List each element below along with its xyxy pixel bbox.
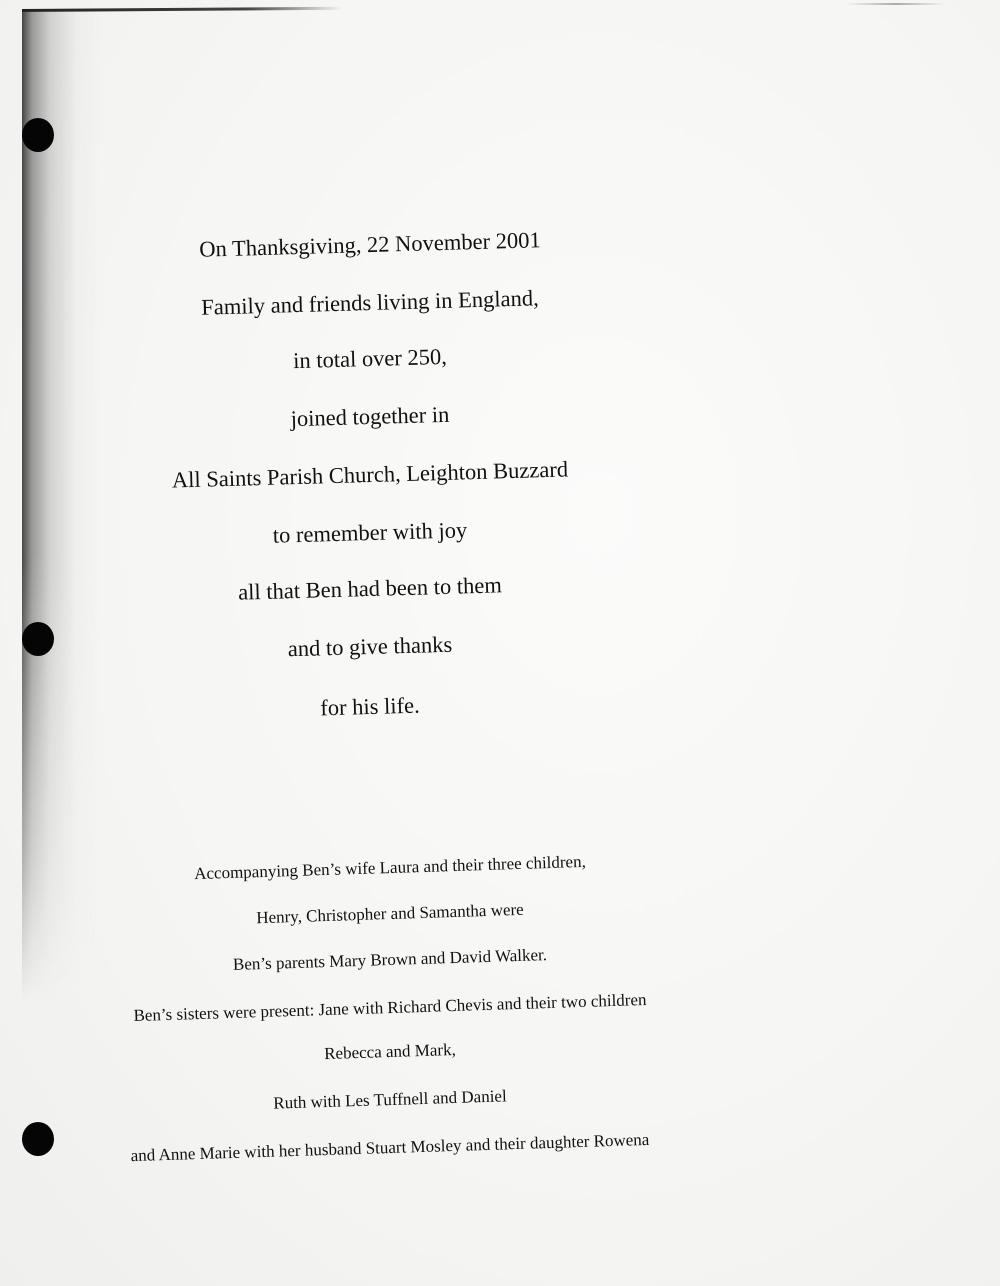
tribute-line: to remember with joy <box>272 517 468 548</box>
tribute-line: in total over 250, <box>292 343 448 374</box>
attendees-line: Ben’s sisters were present: Jane with Richard Chevis and their two children <box>133 989 647 1026</box>
punch-hole <box>22 118 54 152</box>
tribute-line: for his life. <box>319 692 420 721</box>
attendees-line: Henry, Christopher and Samantha were <box>255 899 524 928</box>
scan-mark <box>846 3 946 5</box>
tribute-line: joined together in <box>290 401 450 432</box>
attendees-line: and Anne Marie with her husband Stuart Mosley and their daughter Rowena <box>130 1129 650 1166</box>
attendees-line: Rebecca and Mark, <box>323 1039 457 1064</box>
attendees-line: Ruth with Les Tuffnell and Daniel <box>273 1086 507 1113</box>
tribute-line: All Saints Parish Church, Leighton Buzzard <box>171 456 569 493</box>
tribute-line: Family and friends living in England, <box>200 285 540 320</box>
tribute-line: and to give thanks <box>287 631 453 662</box>
tribute-line: On Thanksgiving, 22 November 2001 <box>198 227 541 262</box>
scan-top-edge <box>22 7 342 12</box>
tribute-line: all that Ben had been to them <box>237 572 503 605</box>
attendees-line: Ben’s parents Mary Brown and David Walker. <box>232 945 548 974</box>
scan-edge-shadow <box>22 12 102 1002</box>
attendees-line: Accompanying Ben’s wife Laura and their three children, <box>193 851 587 884</box>
